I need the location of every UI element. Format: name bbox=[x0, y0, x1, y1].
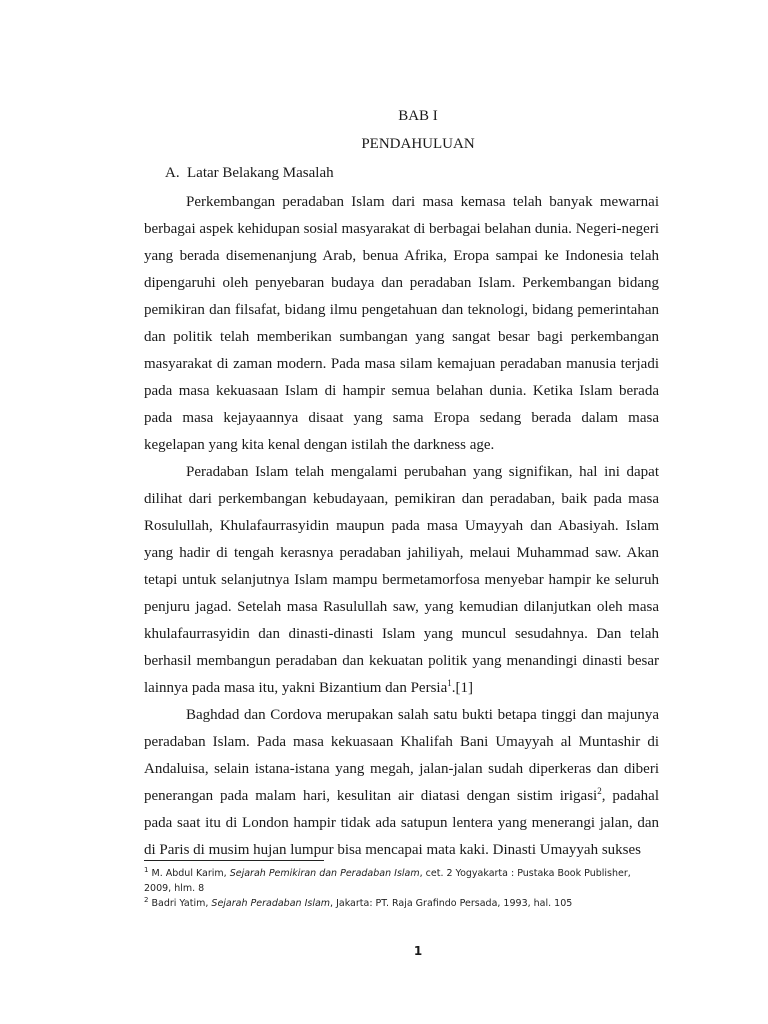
footnote-title: Sejarah Pemikiran dan Peradaban Islam bbox=[229, 868, 420, 879]
footnote-rest: , Jakarta: PT. Raja Grafindo Persada, 1993, hal. 105 bbox=[330, 898, 573, 909]
footnote-number: 2 bbox=[144, 895, 149, 904]
body-text bbox=[144, 189, 659, 864]
footnote bbox=[144, 896, 659, 911]
footnote-ref: 1 bbox=[447, 678, 452, 688]
chapter-title: PENDAHULUAN bbox=[361, 136, 475, 152]
paragraph-text-after: .[1] bbox=[451, 680, 474, 696]
footnote-number: 1 bbox=[144, 865, 149, 874]
footnote-ref: 2 bbox=[597, 786, 602, 796]
section-heading bbox=[165, 164, 334, 182]
footnote bbox=[144, 866, 659, 896]
chapter-label: BAB I bbox=[398, 108, 438, 124]
paragraph bbox=[144, 702, 659, 864]
paragraph bbox=[144, 459, 659, 702]
paragraph-text: Perkembangan peradaban Islam dari masa kemasa telah banyak mewarnai berbagai aspek kehidupan sosial masyarakat di berbagai belahan dunia. Negeri-negeri yang berada disemenanjung Arab, benua Afrika, Eropa sampai ke Indonesia telah dipengaruhi oleh penyebaran budaya dan peradaban Islam. Perkembangan bidang pemikiran dan filsafat, bidang ilmu pengetahuan dan teknologi, bidang pemerintahan dan politik telah memberikan sumbangan yang sangat besar bagi perkembangan masyarakat di zaman modern. Pada masa silam kemajuan peradaban manusia terjadi pada masa kekuasaan Islam di hampir semua belahan dunia. Ketika Islam berada pada masa kejayaannya disaat yang sama Eropa sedang berada dalam masa kegelapan yang kita kenal dengan istilah the darkness age. bbox=[144, 194, 659, 453]
section-marker: A. bbox=[165, 165, 180, 181]
paragraph-text: Baghdad dan Cordova merupakan salah satu bukti betapa tinggi dan majunya peradaban Islam. Pada masa kekuasaan Khalifah Bani Umayyah al Muntashir di Andaluisa, selain istana-istana yang megah, jalan-jalan sudah diperkeras dan diberi penerangan pada malam hari, kesulitan air diatasi dengan sistim irigasi bbox=[144, 707, 659, 804]
paragraph-text-after: , padahal pada saat itu di London hampir tidak ada satupun lentera yang menerangi jalan, dan di Paris di musim hujan lumpur bisa mencapai mata kaki. Dinasti Umayyah sukses bbox=[144, 788, 659, 858]
footnote-rest: , cet. 2 Yogyakarta : Pustaka Book Publisher, 2009, hlm. 8 bbox=[144, 868, 631, 894]
footnote-divider bbox=[144, 860, 324, 861]
section-title: Latar Belakang Masalah bbox=[187, 165, 334, 181]
page-number: 1 bbox=[413, 944, 423, 958]
footnote-title: Sejarah Peradaban Islam bbox=[211, 898, 331, 909]
footnote-author: M. Abdul Karim, bbox=[151, 868, 227, 879]
footnote-author: Badri Yatim, bbox=[151, 898, 209, 909]
paragraph bbox=[144, 189, 659, 459]
paragraph-text: Peradaban Islam telah mengalami perubahan yang signifikan, hal ini dapat dilihat dari perkembangan kebudayaan, pemikiran dan peradaban, baik pada masa Rosulullah, Khulafaurrasyidin maupun pada masa Umayyah dan Abasiyah. Islam yang hadir di tengah kerasnya peradaban jahiliyah, melaui Muhammad saw. Akan tetapi untuk selanjutnya Islam mampu bermetamorfosa menyebar hampir ke seluruh penjuru jagad. Setelah masa Rasulullah saw, yang kemudian dilanjutkan oleh masa khulafaurrasyidin dan dinasti-dinasti Islam yang muncul sesudahnya. Dan telah berhasil membangun peradaban dan kekuatan politik yang menandingi dinasti besar lainnya pada masa itu, yakni Bizantium dan Persia bbox=[144, 464, 659, 696]
footnotes bbox=[144, 866, 659, 911]
